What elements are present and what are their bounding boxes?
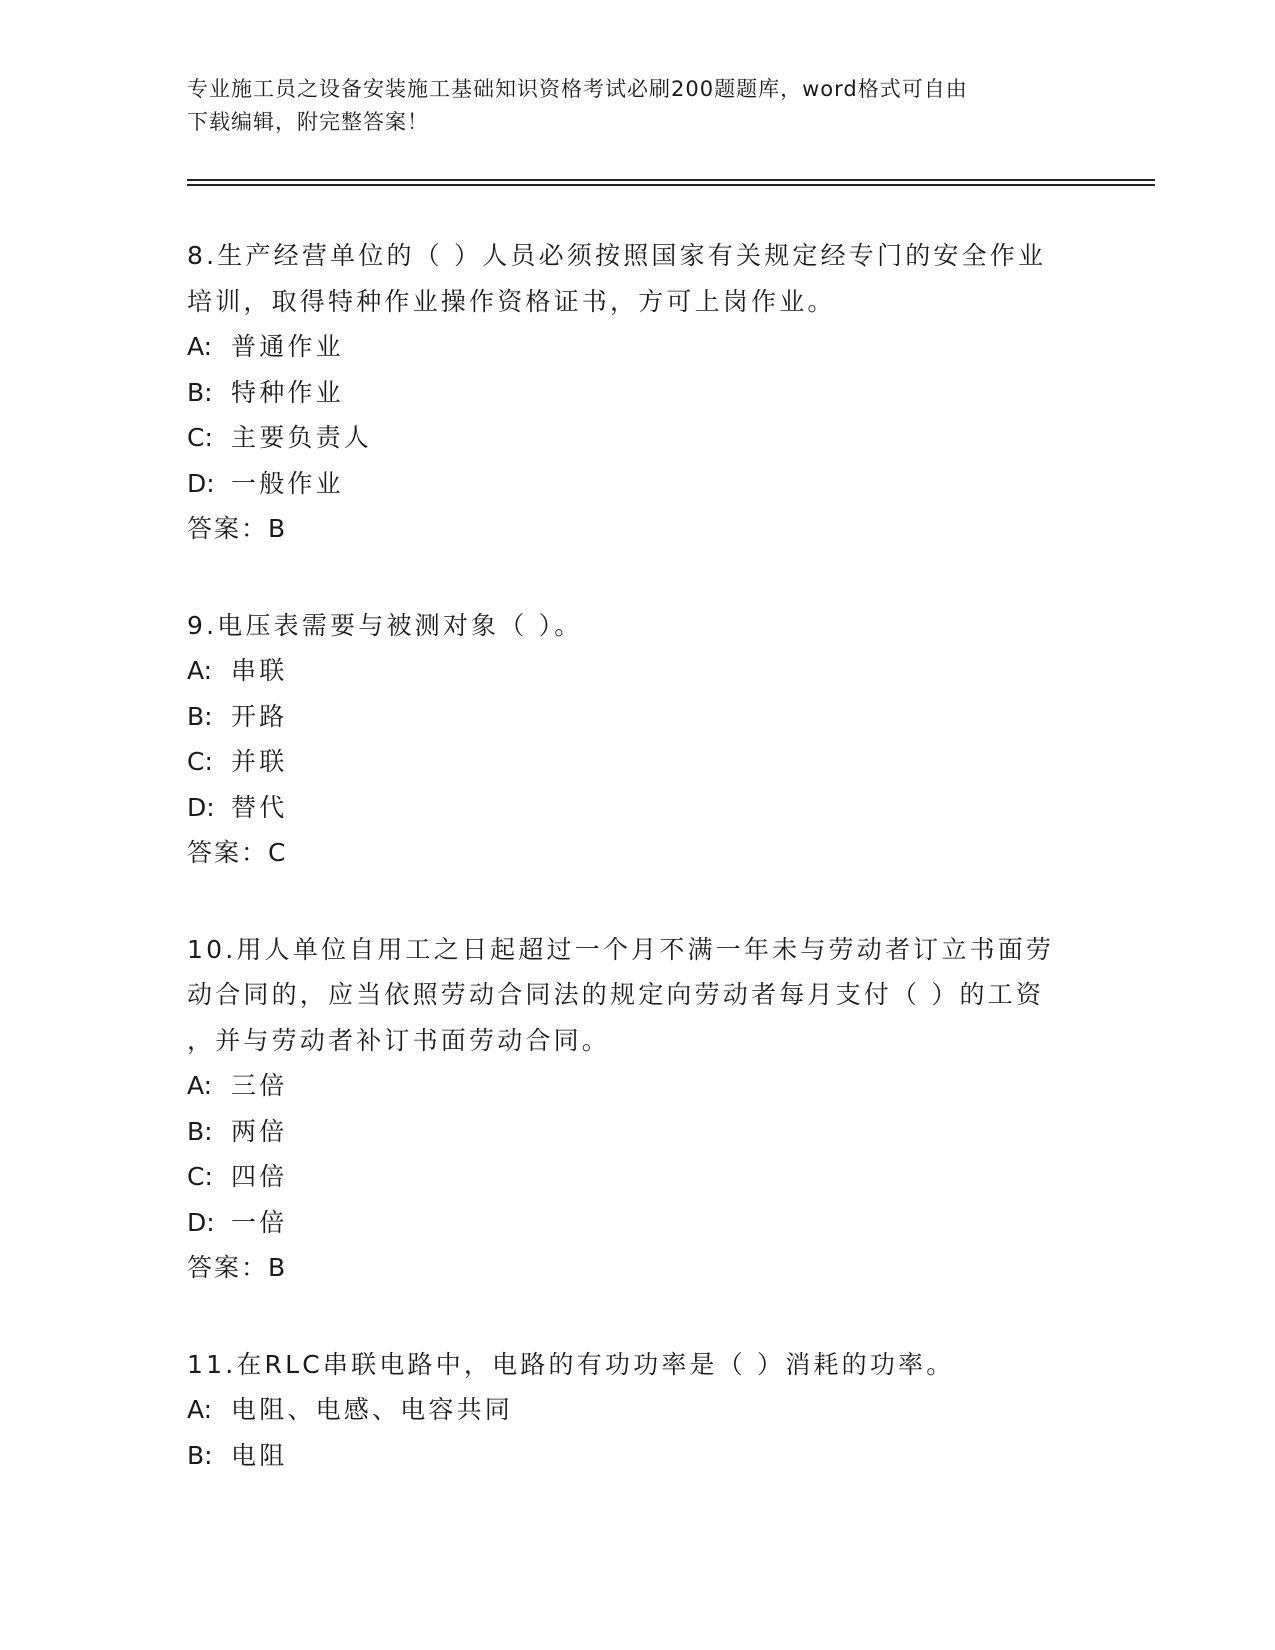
question-10 <box>187 927 1087 1291</box>
option-key: C: <box>187 423 213 452</box>
header-divider-top <box>187 179 1155 181</box>
option-c <box>187 739 1087 785</box>
option-text: 一倍 <box>231 1207 288 1237</box>
question-stem <box>187 603 1087 649</box>
option-c <box>187 415 1087 461</box>
option-d <box>187 1200 1087 1246</box>
stem-line: 11.在RLC串联电路中，电路的有功功率是（ ）消耗的功率。 <box>187 1349 955 1379</box>
option-text: 三倍 <box>231 1071 288 1100</box>
option-c <box>187 1154 1087 1200</box>
option-text: 四倍 <box>231 1162 288 1191</box>
option-text: 一般作业 <box>231 468 344 498</box>
header-line: 专业施工员之设备安装施工基础知识资格考试必刷200题题库，word格式可自由 <box>187 77 968 101</box>
question-11 <box>187 1342 1087 1479</box>
option-d <box>187 785 1087 831</box>
option-key: C: <box>187 1162 213 1191</box>
option-a <box>187 648 1087 694</box>
option-b <box>187 694 1087 740</box>
option-key: C: <box>187 747 213 776</box>
question-stem <box>187 233 1087 324</box>
option-b <box>187 1433 1087 1479</box>
option-text: 两倍 <box>231 1116 288 1146</box>
document-header <box>187 73 1087 139</box>
option-key: A: <box>187 1071 213 1100</box>
stem-line: 8.生产经营单位的（ ）人员必须按照国家有关规定经专门的安全作业 <box>187 241 1047 270</box>
stem-line: 9.电压表需要与被测对象（ ）。 <box>187 610 583 640</box>
answer-line: 答案：C <box>187 838 288 867</box>
question-8 <box>187 233 1087 552</box>
answer-line: 答案：B <box>187 514 288 543</box>
question-stem <box>187 927 1087 1064</box>
option-b <box>187 370 1087 416</box>
option-key: B: <box>187 701 213 731</box>
option-text: 电阻 <box>231 1440 288 1470</box>
option-key: B: <box>187 1116 213 1146</box>
option-key: D: <box>187 468 215 498</box>
stem-line: 动合同的，应当依照劳动合同法的规定向劳动者每月支付（ ）的工资 <box>187 980 1045 1009</box>
option-text: 电阻、电感、电容共同 <box>231 1395 514 1424</box>
header-line: 下载编辑，附完整答案！ <box>187 110 429 134</box>
stem-line: 10.用人单位自用工之日起超过一个月不满一年未与劳动者订立书面劳 <box>187 934 1055 964</box>
option-text: 主要负责人 <box>231 423 373 452</box>
option-text: 特种作业 <box>231 377 344 407</box>
header-divider-bottom <box>187 184 1155 186</box>
option-a <box>187 1387 1087 1433</box>
question-9 <box>187 603 1087 876</box>
option-key: A: <box>187 1395 213 1424</box>
stem-line: 培训，取得特种作业操作资格证书，方可上岗作业。 <box>187 286 836 316</box>
option-a <box>187 1063 1087 1109</box>
option-key: A: <box>187 656 213 685</box>
option-text: 并联 <box>231 747 288 776</box>
option-b <box>187 1109 1087 1155</box>
question-list <box>187 233 1087 1529</box>
option-a <box>187 324 1087 370</box>
option-key: B: <box>187 377 213 407</box>
option-d <box>187 461 1087 507</box>
option-key: D: <box>187 792 215 822</box>
option-text: 普通作业 <box>231 332 344 361</box>
option-key: B: <box>187 1440 213 1470</box>
option-text: 替代 <box>231 792 288 822</box>
stem-line: ，并与劳动者补订书面劳动合同。 <box>187 1025 611 1055</box>
option-key: A: <box>187 332 213 361</box>
option-text: 串联 <box>231 656 288 685</box>
question-stem <box>187 1342 1087 1388</box>
option-text: 开路 <box>231 701 288 731</box>
option-key: D: <box>187 1207 215 1237</box>
answer-line: 答案：B <box>187 1253 288 1282</box>
